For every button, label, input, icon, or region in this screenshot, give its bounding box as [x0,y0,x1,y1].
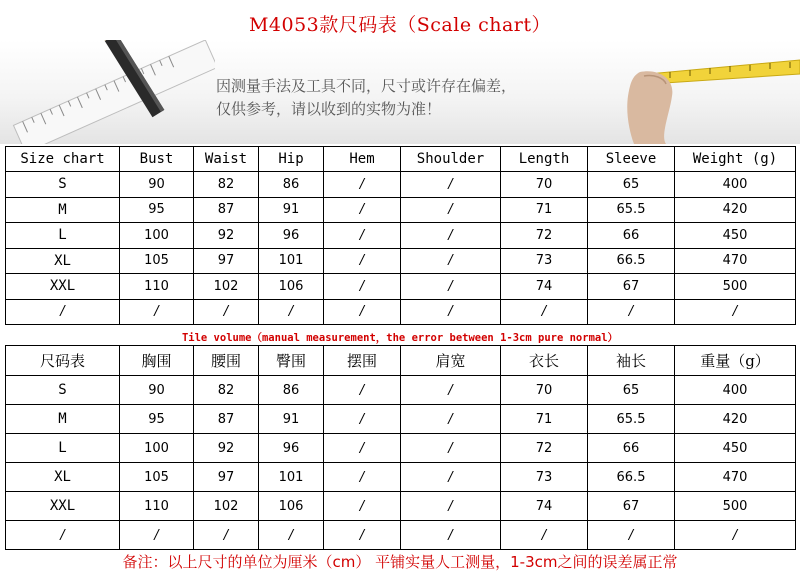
table-cell: 82 [194,376,259,405]
table-cell: / [675,521,796,550]
table-cell: 91 [259,405,324,434]
size-cell: / [6,299,120,325]
table-cell: / [259,299,324,325]
table-cell: / [401,172,501,198]
size-cell: S [6,172,120,198]
table-cell: / [324,434,401,463]
table-cell: 101 [259,463,324,492]
table-cell: 72 [501,434,588,463]
table-cell: / [401,223,501,249]
page-title: M4053款尺码表（Scale chart） [248,14,552,36]
table-cell: 92 [194,223,259,249]
table-cell: / [194,299,259,325]
table-row [6,172,796,198]
table-cell: 73 [501,248,588,274]
table-cell: / [588,521,675,550]
table-cell: 71 [501,197,588,223]
table-cell: 73 [501,463,588,492]
table-cell: / [120,521,194,550]
table-cell: 74 [501,492,588,521]
table-cell: 66.5 [588,248,675,274]
table-cell: 92 [194,434,259,463]
size-cell: XL [6,463,120,492]
size-cell: XXL [6,274,120,300]
table-cell: 91 [259,197,324,223]
table-row [6,492,796,521]
table-cell: / [194,521,259,550]
col-hip: 臀围 [259,346,324,376]
table-cell: 90 [120,172,194,198]
table-cell: / [588,299,675,325]
table-row [6,521,796,550]
table-cell: 95 [120,197,194,223]
table-cell: 70 [501,172,588,198]
table-cell: / [401,248,501,274]
table-cell: 67 [588,492,675,521]
col-hem: 摆围 [324,346,401,376]
col-hip: Hip [259,147,324,172]
table-row [6,299,796,325]
size-cell: M [6,197,120,223]
table-cell: 102 [194,492,259,521]
table-cell: / [501,521,588,550]
col-bust: Bust [120,147,194,172]
table-cell: 500 [675,492,796,521]
size-chart-table-english [5,146,796,325]
size-cell: S [6,376,120,405]
table-cell: 100 [120,434,194,463]
table-cell: / [324,521,401,550]
header-row [6,147,796,172]
table-cell: / [324,405,401,434]
table-row [6,274,796,300]
table-cell: 106 [259,492,324,521]
table-cell: 66.5 [588,463,675,492]
table-cell: 101 [259,248,324,274]
hand-measuring-tape-icon [620,40,800,144]
table-cell: 500 [675,274,796,300]
col-sleeve: 袖长 [588,346,675,376]
table-cell: 110 [120,492,194,521]
col-weight: 重量（g） [675,346,796,376]
table-row [6,376,796,405]
size-cell: L [6,223,120,249]
table-cell: / [324,376,401,405]
table-cell: 67 [588,274,675,300]
table-cell: / [324,248,401,274]
table-cell: / [324,492,401,521]
table-cell: / [401,274,501,300]
table-row [6,248,796,274]
table-cell: / [401,197,501,223]
table-row [6,463,796,492]
table-row [6,223,796,249]
notice-line-1: 因测量手法及工具不同，尺寸或许存在偏差， [216,77,517,95]
table-cell: / [324,463,401,492]
table-cell: / [324,197,401,223]
size-cell: / [6,521,120,550]
size-cell: M [6,405,120,434]
table-cell: 102 [194,274,259,300]
measurement-notice [216,75,616,121]
table-cell: / [675,299,796,325]
size-cell: L [6,434,120,463]
table-cell: / [401,376,501,405]
table-cell: 87 [194,197,259,223]
table-cell: 70 [501,376,588,405]
table-cell: 110 [120,274,194,300]
banner [0,40,800,144]
col-weight: Weight (g) [675,147,796,172]
table-cell: / [401,434,501,463]
table-cell: 66 [588,434,675,463]
col-waist: 腰围 [194,346,259,376]
size-cell: XXL [6,492,120,521]
table-cell: / [324,274,401,300]
table-row [6,197,796,223]
table-cell: 420 [675,405,796,434]
table-cell: / [401,521,501,550]
table-cell: 87 [194,405,259,434]
table-cell: 105 [120,463,194,492]
table-cell: 65 [588,172,675,198]
table-cell: / [324,172,401,198]
table-cell: 71 [501,405,588,434]
table-cell: 420 [675,197,796,223]
col-shoulder: 肩宽 [401,346,501,376]
table-cell: 86 [259,172,324,198]
table-cell: / [401,405,501,434]
table-cell: 100 [120,223,194,249]
ruler-pencil-icon [0,40,215,144]
size-chart-table-chinese [5,345,796,550]
col-waist: Waist [194,147,259,172]
header-row [6,346,796,376]
col-length: Length [501,147,588,172]
table-cell: / [501,299,588,325]
table-cell: 96 [259,434,324,463]
table-cell: 400 [675,376,796,405]
table-cell: / [120,299,194,325]
tile-volume-note: Tile volume（manual measurement，the error between 1-3cm pure normal） [181,332,619,344]
table-cell: 72 [501,223,588,249]
size-cell: XL [6,248,120,274]
col-size: 尺码表 [6,346,120,376]
table-cell: 74 [501,274,588,300]
table-cell: 65.5 [588,197,675,223]
table-cell: 470 [675,248,796,274]
table-cell: 400 [675,172,796,198]
col-size: Size chart [6,147,120,172]
table-cell: 97 [194,463,259,492]
notice-line-2: 仅供参考，请以收到的实物为准！ [216,100,442,118]
table-cell: 450 [675,434,796,463]
table-cell: 106 [259,274,324,300]
col-bust: 胸围 [120,346,194,376]
table-cell: / [324,223,401,249]
table-cell: / [401,299,501,325]
table-cell: 105 [120,248,194,274]
table-cell: / [324,299,401,325]
table-cell: / [401,463,501,492]
table-row [6,405,796,434]
table-cell: 82 [194,172,259,198]
col-length: 衣长 [501,346,588,376]
table-cell: 65.5 [588,405,675,434]
col-shoulder: Shoulder [401,147,501,172]
table-cell: 97 [194,248,259,274]
table-cell: / [259,521,324,550]
col-hem: Hem [324,147,401,172]
footer-remark: 备注：以上尺寸的单位为厘米（cm） 平铺实量人工测量，1-3cm之间的误差属正常 [122,553,678,571]
table-cell: / [401,492,501,521]
table-cell: 450 [675,223,796,249]
table-cell: 66 [588,223,675,249]
table-cell: 65 [588,376,675,405]
table-cell: 90 [120,376,194,405]
col-sleeve: Sleeve [588,147,675,172]
table-cell: 86 [259,376,324,405]
table-cell: 96 [259,223,324,249]
table-cell: 95 [120,405,194,434]
table-row [6,434,796,463]
table-cell: 470 [675,463,796,492]
